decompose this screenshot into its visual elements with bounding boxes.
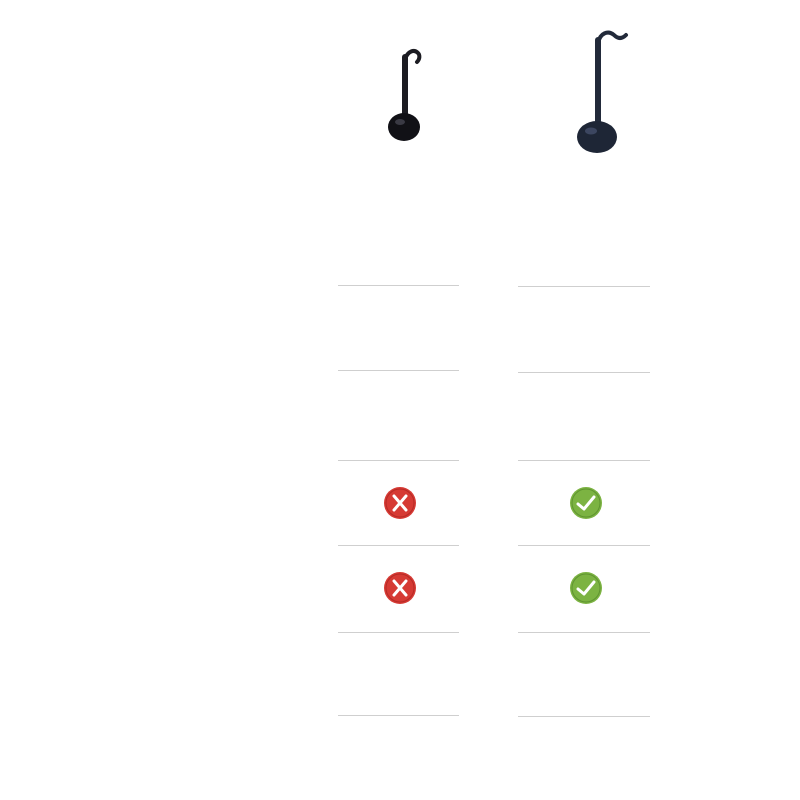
divider bbox=[338, 285, 459, 286]
divider bbox=[518, 632, 650, 633]
divider bbox=[518, 716, 650, 717]
divider bbox=[338, 370, 459, 371]
regular-instrument-image bbox=[370, 45, 430, 145]
divider bbox=[338, 632, 459, 633]
regular-app-cross-icon bbox=[383, 571, 417, 605]
techno-instrument-image bbox=[556, 25, 636, 155]
regular-line-out-cross-icon bbox=[383, 486, 417, 520]
divider bbox=[338, 545, 459, 546]
divider bbox=[518, 460, 650, 461]
divider bbox=[338, 460, 459, 461]
divider bbox=[518, 372, 650, 373]
divider bbox=[518, 545, 650, 546]
techno-app-check-icon bbox=[569, 571, 603, 605]
divider bbox=[338, 715, 459, 716]
techno-volume-rating bbox=[505, 390, 665, 393]
divider bbox=[518, 286, 650, 287]
techno-line-out-check-icon bbox=[569, 486, 603, 520]
